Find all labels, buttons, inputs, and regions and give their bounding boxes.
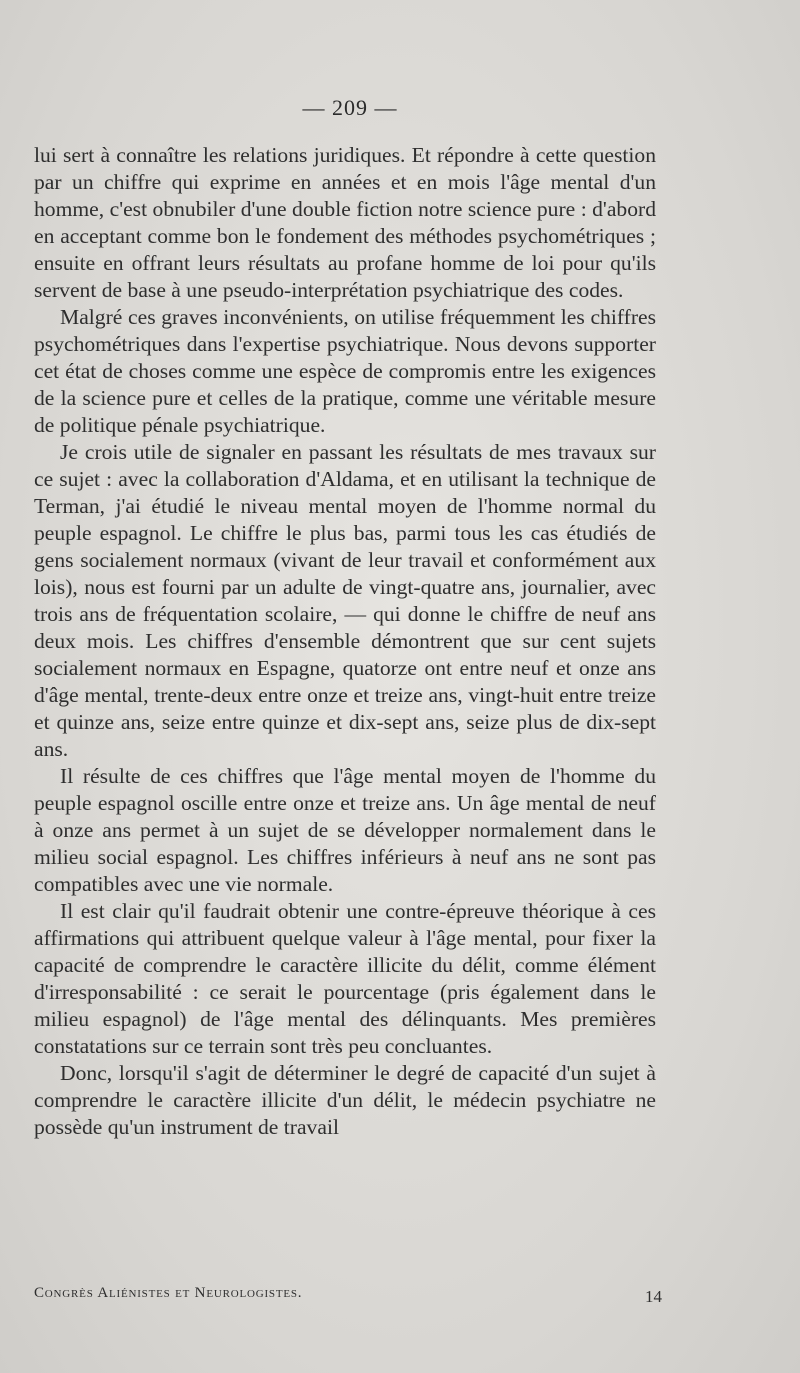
paragraph-5: Il est clair qu'il faudrait obtenir une contre-épreuve théorique à ces affirmations qui attribuent quelque valeur à l'âge mental, pour fixer la capacité de comprendre le caractère illicite du délit, comme élément d'irresponsabilité : ce serait le pourcentage (pris également dans le milieu espagnol) de l'âge mental des délinquants. Mes premières constatations sur ce terrain sont très peu concluantes. <box>34 899 656 1058</box>
page-number: — 209 — <box>302 95 398 120</box>
paragraph-1: lui sert à connaître les relations juridiques. Et répondre à cette question par un chiffre qui exprime en années et en mois l'âge mental d'un homme, c'est obnubiler d'une double fiction notre science pure : d'abord en acceptant comme bon le fondement des méthodes psychométriques ; ensuite en offrant leurs résultats au profane homme de loi pour qu'ils servent de base à une pseudo-interprétation psychiatrique des codes. <box>34 143 656 302</box>
footer-signature: Congrès Aliénistes et Neurologistes. <box>34 1285 303 1301</box>
paragraph-4: Il résulte de ces chiffres que l'âge mental moyen de l'homme du peuple espagnol oscille entre onze et treize ans. Un âge mental de neuf à onze ans permet à un sujet de se développer normalement dans le milieu social espagnol. Les chiffres inférieurs à neuf ans ne sont pas compatibles avec une vie normale. <box>34 764 656 896</box>
paragraph-6: Donc, lorsqu'il s'agit de déterminer le degré de capacité d'un sujet à comprendre le caractère illicite d'un délit, le médecin psychiatre ne possède qu'un instrument de travail <box>34 1061 656 1139</box>
body-text <box>34 142 656 1141</box>
paragraph-2: Malgré ces graves inconvénients, on utilise fréquemment les chiffres psychométriques dans l'expertise psychiatrique. Nous devons supporter cet état de choses comme une espèce de compromis entre les exigences de la science pure et celles de la pratique, comme une véritable mesure de politique pénale psychiatrique. <box>34 305 656 437</box>
paragraph-3: Je crois utile de signaler en passant les résultats de mes travaux sur ce sujet : avec la collaboration d'Aldama, et en utilisant la technique de Terman, j'ai étudié le niveau mental moyen de l'homme normal du peuple espagnol. Le chiffre le plus bas, parmi tous les cas étudiés de gens socialement normaux (vivant de leur travail et conformément aux lois), nous est fourni par un adulte de vingt-quatre ans, journalier, avec trois ans de fréquentation scolaire, — qui donne le chiffre de neuf ans deux mois. Les chiffres d'ensemble démontrent que sur cent sujets socialement normaux en Espagne, quatorze ont entre neuf et onze ans d'âge mental, trente-deux entre onze et treize ans, vingt-huit entre treize et quinze ans, seize entre quinze et dix-sept ans, seize plus de dix-sept ans. <box>34 440 656 761</box>
footer-sheet-number: 14 <box>645 1287 662 1306</box>
